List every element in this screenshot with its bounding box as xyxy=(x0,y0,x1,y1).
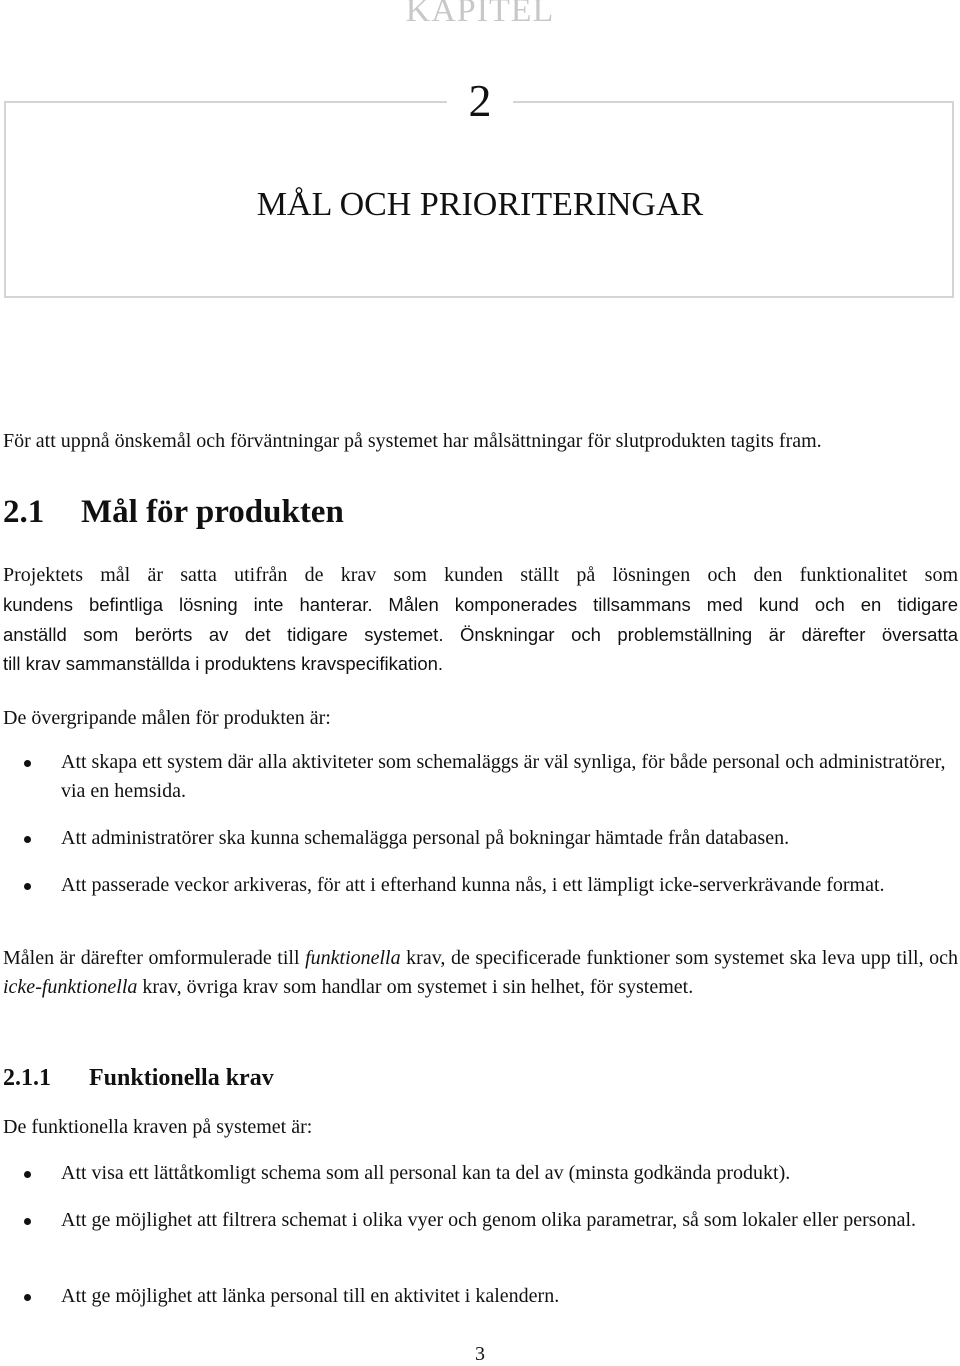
goals-paragraph-line-3: anställd som berörts av det tidigare systemet. Önskningar och problemställning är därefter översatta xyxy=(3,624,958,645)
para2-text-a: Målen är därefter omformulerade till xyxy=(3,947,306,969)
list-item-text: Att ge möjlighet att länka personal till en aktivitet i kalendern. xyxy=(61,1285,560,1307)
bullet-icon xyxy=(24,1218,31,1225)
bullet-icon xyxy=(24,760,31,767)
bullet-icon xyxy=(24,1294,31,1301)
list-item-text: Att administratörer ska kunna schemalägga personal på bokningar hämtade från databasen. xyxy=(61,827,790,849)
list-item xyxy=(24,824,958,853)
goals-paragraph-line-2a: kundens befintliga lösning inte hanterar. xyxy=(3,594,373,615)
section-title: Mål för produkten xyxy=(81,494,344,530)
list-item xyxy=(24,1159,958,1188)
bullet-icon xyxy=(24,883,31,890)
chapter-kicker: KAPITEL xyxy=(405,0,555,29)
page-number: 3 xyxy=(475,1343,485,1365)
list-item xyxy=(24,748,958,806)
bullet-icon xyxy=(24,1171,31,1178)
bullet-icon xyxy=(24,836,31,843)
list-item xyxy=(24,871,958,900)
section-number: 2.1 xyxy=(3,494,45,530)
goals-paragraph-line-2b: Målen komponerades tillsammans med kund och en tidigare xyxy=(388,594,959,615)
list-item-text: Att passerade veckor arkiveras, för att i efterhand kunna nås, i ett lämpligt icke-serverkrävande format. xyxy=(61,874,885,896)
intro-paragraph: För att uppnå önskemål och förväntningar på systemet har målsättningar för slutprodukten tagits fram. xyxy=(3,430,822,452)
list-item xyxy=(24,1206,958,1235)
frame-rule-right xyxy=(513,101,954,103)
list-item-text: Att skapa ett system där alla aktiviteter som schemaläggs är väl synliga, för både personal och administratörer, via en hemsida. xyxy=(61,751,946,802)
list-item xyxy=(24,1282,958,1311)
requirements-intro-paragraph xyxy=(3,944,958,1002)
goals-paragraph-line-4: till krav sammanställda i produktens kravspecifikation. xyxy=(3,653,444,674)
chapter-number: 2 xyxy=(468,75,492,126)
goals-paragraph xyxy=(3,561,958,678)
para2-text-b: krav, de specificerade funktioner som systemet ska leva upp till, och xyxy=(400,947,959,969)
chapter-title: MÅL OCH PRIORITERINGAR xyxy=(256,186,704,223)
frame-rule-left xyxy=(4,101,447,103)
subsection-heading xyxy=(3,1065,274,1092)
goals-paragraph-line-1: Projektets mål är satta utifrån de krav som kunden ställt på lösningen och den funktionalitet som xyxy=(3,564,958,586)
section-heading xyxy=(3,494,344,531)
goals-lead: De övergripande målen för produkten är: xyxy=(3,707,331,729)
functional-term: funktionella xyxy=(305,947,401,969)
list-item-text: Att ge möjlighet att filtrera schemat i olika vyer och genom olika parametrar, så som lokaler eller personal. xyxy=(61,1209,917,1231)
non-functional-term: icke-funktionella xyxy=(3,976,138,998)
para2-text-c: krav, övriga krav som handlar om systemet i sin helhet, för systemet. xyxy=(137,976,694,998)
subsection-number: 2.1.1 xyxy=(3,1065,51,1091)
goals-paragraph-line-2 xyxy=(3,590,958,620)
requirements-lead: De funktionella kraven på systemet är: xyxy=(3,1116,313,1138)
subsection-title: Funktionella krav xyxy=(89,1065,274,1091)
list-item-text: Att visa ett lättåtkomligt schema som all personal kan ta del av (minsta godkända produkt). xyxy=(61,1162,791,1184)
